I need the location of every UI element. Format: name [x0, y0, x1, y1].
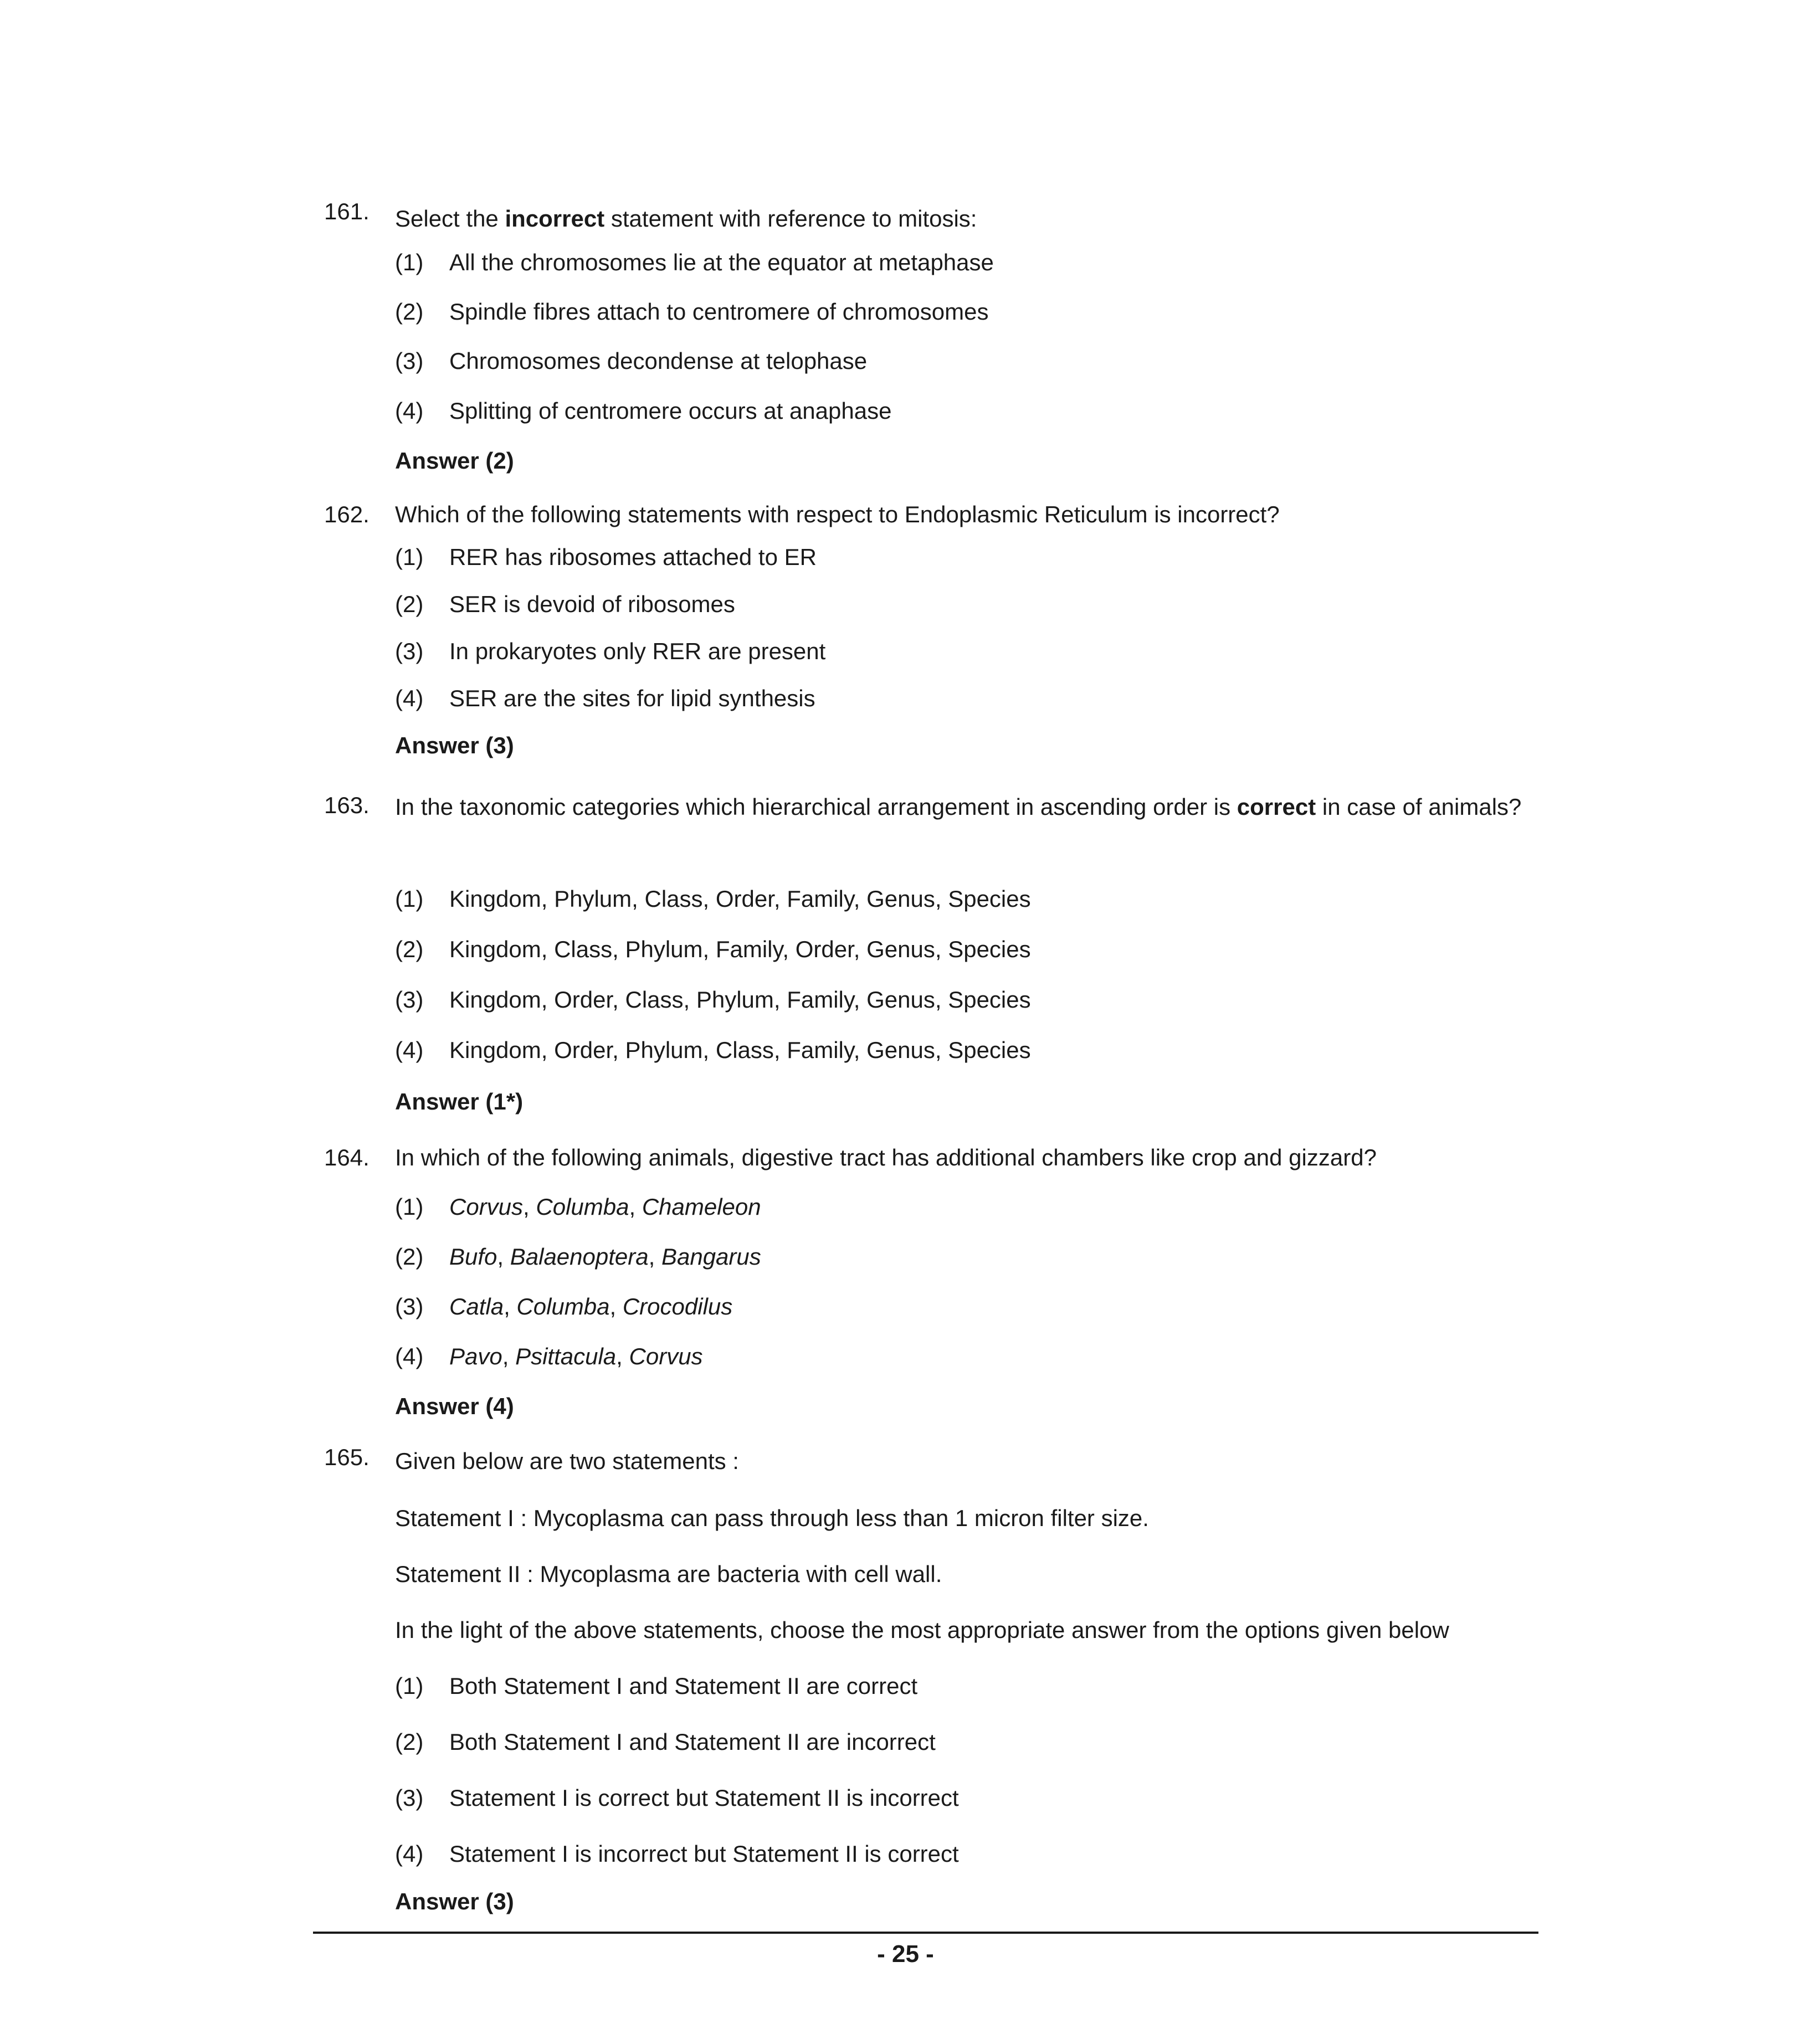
- option-text: Both Statement I and Statement II are correct: [449, 1673, 918, 1699]
- option-text: Spindle fibres attach to centromere of chromosomes: [449, 299, 989, 325]
- option-3: [395, 637, 825, 666]
- answer: Answer (3): [395, 1888, 514, 1914]
- page-number: - 25 -: [877, 1940, 934, 1968]
- option-number: (4): [395, 685, 424, 711]
- option-text: Statement I is incorrect but Statement II is correct: [449, 1841, 959, 1867]
- option-text: Kingdom, Phylum, Class, Order, Family, Genus, Species: [449, 886, 1031, 912]
- question-number: 162.: [324, 501, 370, 527]
- question-text-part: statement with reference to mitosis:: [604, 206, 977, 232]
- option-number: (4): [395, 1343, 424, 1369]
- option-number: (3): [395, 348, 424, 374]
- footer-rule: [313, 1932, 1538, 1934]
- option-2: [395, 935, 1031, 964]
- animal-name: Corvus: [629, 1343, 703, 1369]
- question-text-part: In the taxonomic categories which hierarchical arrangement in ascending order is: [395, 794, 1237, 820]
- animal-name: Columba: [536, 1194, 629, 1220]
- option-2: (2) Bufo, Balaenoptera, Bangarus: [395, 1242, 761, 1271]
- option-number: (3): [395, 1785, 424, 1811]
- option-3: [395, 347, 867, 376]
- option-number: (4): [395, 1841, 424, 1867]
- option-text: Kingdom, Order, Class, Phylum, Family, Genus, Species: [449, 987, 1031, 1013]
- question-emphasis: correct: [1237, 794, 1316, 820]
- option-1: (1) Corvus, Columba, Chameleon: [395, 1193, 761, 1221]
- question-text: [395, 788, 1539, 826]
- option-text: Kingdom, Order, Phylum, Class, Family, Genus, Species: [449, 1037, 1031, 1063]
- option-2: [395, 297, 988, 326]
- option-text: Both Statement I and Statement II are incorrect: [449, 1729, 936, 1755]
- answer: Answer (4): [395, 1393, 514, 1419]
- question-text: In which of the following animals, digestive tract has additional chambers like crop and gizzard?: [395, 1144, 1377, 1170]
- animal-name: Bufo: [449, 1244, 497, 1270]
- option-number: (3): [395, 638, 424, 664]
- option-number: (1): [395, 1194, 424, 1220]
- option-4: [395, 1036, 1031, 1065]
- statement-1: Statement I : Mycoplasma can pass through less than 1 micron filter size.: [395, 1505, 1149, 1531]
- option-number: (2): [395, 299, 424, 325]
- question-text: [395, 199, 1531, 238]
- option-4: [395, 684, 815, 713]
- question-number: 163.: [324, 792, 370, 818]
- question-number: 165.: [324, 1444, 370, 1470]
- option-text: SER is devoid of ribosomes: [449, 591, 735, 617]
- option-3: [395, 985, 1031, 1014]
- option-text: RER has ribosomes attached to ER: [449, 544, 817, 570]
- question-emphasis: incorrect: [505, 206, 605, 232]
- option-number: (4): [395, 398, 424, 424]
- statement-2: Statement II : Mycoplasma are bacteria with cell wall.: [395, 1561, 942, 1587]
- option-4: [395, 397, 891, 425]
- answer: Answer (1*): [395, 1088, 524, 1115]
- option-number: (3): [395, 987, 424, 1013]
- animal-name: Catla: [449, 1293, 504, 1319]
- option-text: Statement I is correct but Statement II is incorrect: [449, 1785, 959, 1811]
- option-1: [395, 1672, 917, 1701]
- answer: Answer (3): [395, 732, 514, 758]
- option-1: [395, 885, 1031, 913]
- option-3: (3) Catla, Columba, Crocodilus: [395, 1292, 732, 1321]
- option-text: In prokaryotes only RER are present: [449, 638, 826, 664]
- animal-name: Psittacula: [515, 1343, 617, 1369]
- option-number: (2): [395, 591, 424, 617]
- option-number: (1): [395, 249, 424, 275]
- animal-name: Corvus: [449, 1194, 524, 1220]
- option-number: (4): [395, 1037, 424, 1063]
- option-2: [395, 590, 735, 619]
- option-text: All the chromosomes lie at the equator at metaphase: [449, 249, 994, 275]
- option-text: Kingdom, Class, Phylum, Family, Order, Genus, Species: [449, 936, 1031, 962]
- question-number: 161.: [324, 198, 370, 224]
- option-number: (2): [395, 1244, 424, 1270]
- instruction-text: In the light of the above statements, choose the most appropriate answer from the options given below: [395, 1617, 1449, 1643]
- animal-name: Balaenoptera: [510, 1244, 649, 1270]
- animal-name: Crocodilus: [622, 1293, 733, 1319]
- question-text-part: in case of animals?: [1316, 794, 1522, 820]
- option-1: [395, 543, 817, 572]
- animal-name: Chameleon: [642, 1194, 761, 1220]
- option-number: (1): [395, 886, 424, 912]
- option-text: SER are the sites for lipid synthesis: [449, 685, 815, 711]
- question-text-part: Select the: [395, 206, 505, 232]
- option-text: Splitting of centromere occurs at anaphase: [449, 398, 892, 424]
- question-number: 164.: [324, 1144, 370, 1170]
- question-text: Which of the following statements with respect to Endoplasmic Reticulum is incorrect?: [395, 501, 1280, 527]
- answer: Answer (2): [395, 448, 514, 474]
- animal-name: Pavo: [449, 1343, 502, 1369]
- option-3: [395, 1784, 959, 1812]
- option-number: (1): [395, 1673, 424, 1699]
- option-number: (2): [395, 1729, 424, 1755]
- animal-name: Bangarus: [661, 1244, 761, 1270]
- option-4: [395, 1840, 959, 1868]
- question-text: Given below are two statements :: [395, 1448, 739, 1474]
- option-2: [395, 1728, 936, 1757]
- option-4: (4) Pavo, Psittacula, Corvus: [395, 1342, 703, 1371]
- option-number: (3): [395, 1293, 424, 1319]
- option-number: (2): [395, 936, 424, 962]
- option-text: Chromosomes decondense at telophase: [449, 348, 868, 374]
- option-number: (1): [395, 544, 424, 570]
- option-1: [395, 248, 994, 277]
- animal-name: Columba: [516, 1293, 610, 1319]
